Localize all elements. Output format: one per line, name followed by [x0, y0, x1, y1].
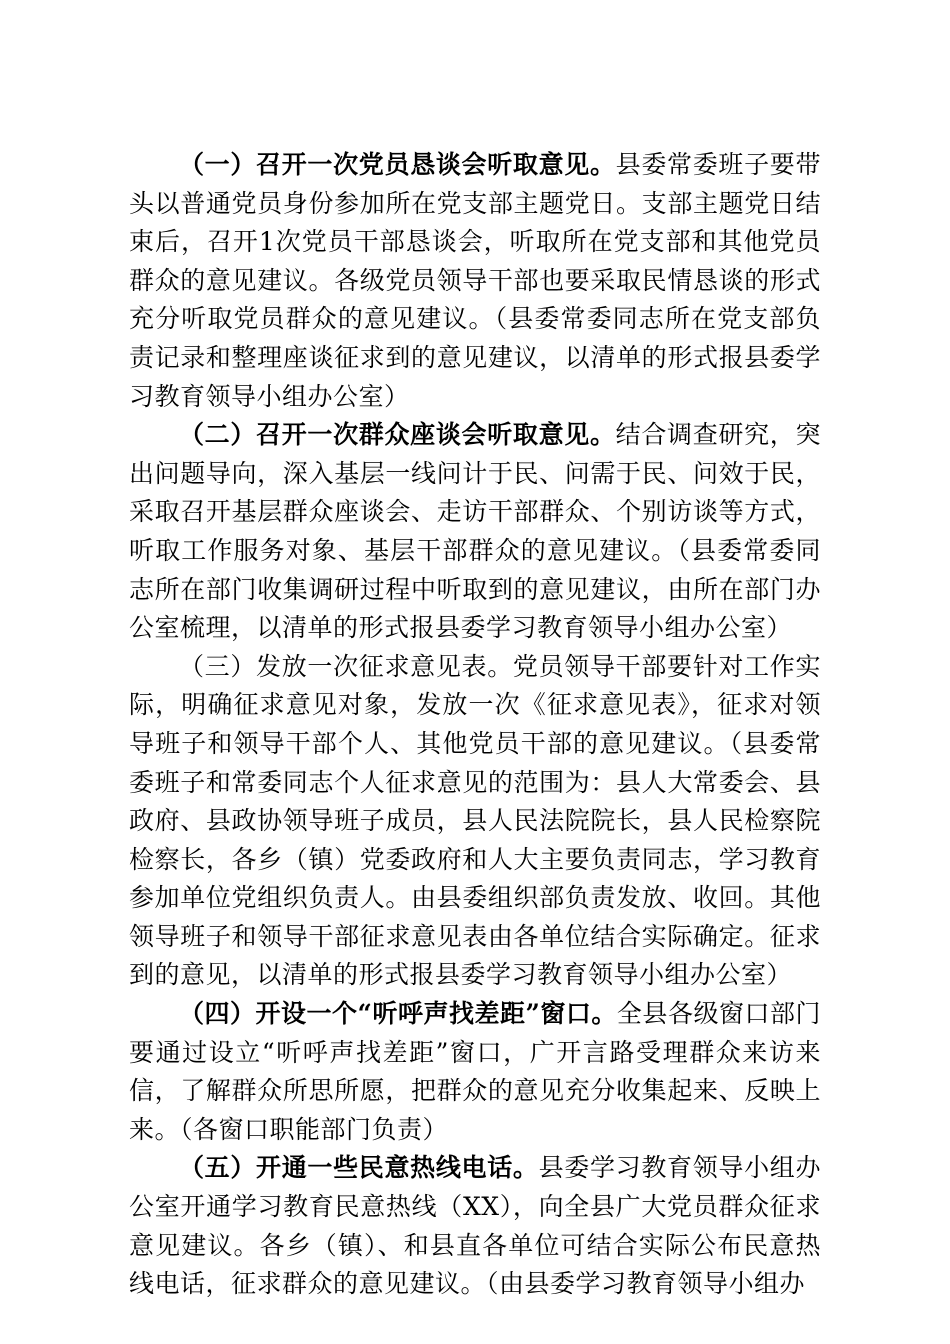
paragraph-3-text: （三）发放一次征求意见表。党员领导干部要针对工作实际，明确征求意见对象，发放一次《征求意见表》，征求对领导班子和领导干部个人、其他党员干部的意见建议。（县委常委班子和常委同志个人征求意见的范围为：县人大常委会、县政府、县政协领导班子成员，县人民法院院长，县人民检察院检察长，各乡（镇）党委政府和人大主要负责同志，学习教育参加单位党组织负责人。由县委组织部负责发放、收回。其他领导班子和领导干部征求意见表由各单位结合实际确定。征求到的意见，以清单的形式报县委学习教育领导小组办公室）: [129, 651, 821, 990]
paragraph-1-text: 县委常委班子要带头以普通党员身份参加所在党支部主题党日。支部主题党日结束后，召开1次党员干部恳谈会，听取所在党支部和其他党员群众的意见建议。各级党员领导干部也要采取民情恳谈的形式充分听取党员群众的意见建议。（县委常委同志所在党支部负责记录和整理座谈征求到的意见建议，以清单的形式报县委学习教育领导小组办公室）: [129, 150, 821, 411]
paragraph-3: [129, 648, 821, 995]
paragraph-5-text: 县委学习教育领导小组办公室开通学习教育民意热线（XX），向全县广大党员群众征求意见建议。各乡（镇）、和县直各单位可结合实际公布民意热线电话，征求群众的意见建议。（由县委学习教育领导小组办: [129, 1153, 821, 1299]
paragraph-2: [129, 416, 821, 648]
paragraph-1-heading: （一）召开一次党员恳谈会听取意见。: [179, 150, 616, 179]
document-body: [129, 146, 821, 1304]
paragraph-2-text: 结合调查研究，突出问题导向，深入基层一线问计于民、问需于民、问效于民，采取召开基层群众座谈会、走访干部群众、个别访谈等方式，听取工作服务对象、基层干部群众的意见建议。（县委常委同志所在部门收集调研过程中听取到的意见建议，由所在部门办公室梳理，以清单的形式报县委学习教育领导小组办公室）: [129, 420, 821, 643]
paragraph-5: [129, 1149, 821, 1303]
paragraph-1: [129, 146, 821, 416]
paragraph-4: [129, 995, 821, 1149]
paragraph-4-heading: （四）开设一个“听呼声找差距”窗口。: [179, 999, 617, 1029]
paragraph-2-heading: （二）召开一次群众座谈会听取意见。: [179, 420, 616, 450]
paragraph-4-text: 全县各级窗口部门要通过设立“听呼声找差距”窗口，广开言路受理群众来访来信，了解群众所思所愿，把群众的意见充分收集起来、反映上来。（各窗口职能部门负责）: [129, 999, 821, 1144]
paragraph-5-heading: （五）开通一些民意热线电话。: [179, 1153, 539, 1183]
